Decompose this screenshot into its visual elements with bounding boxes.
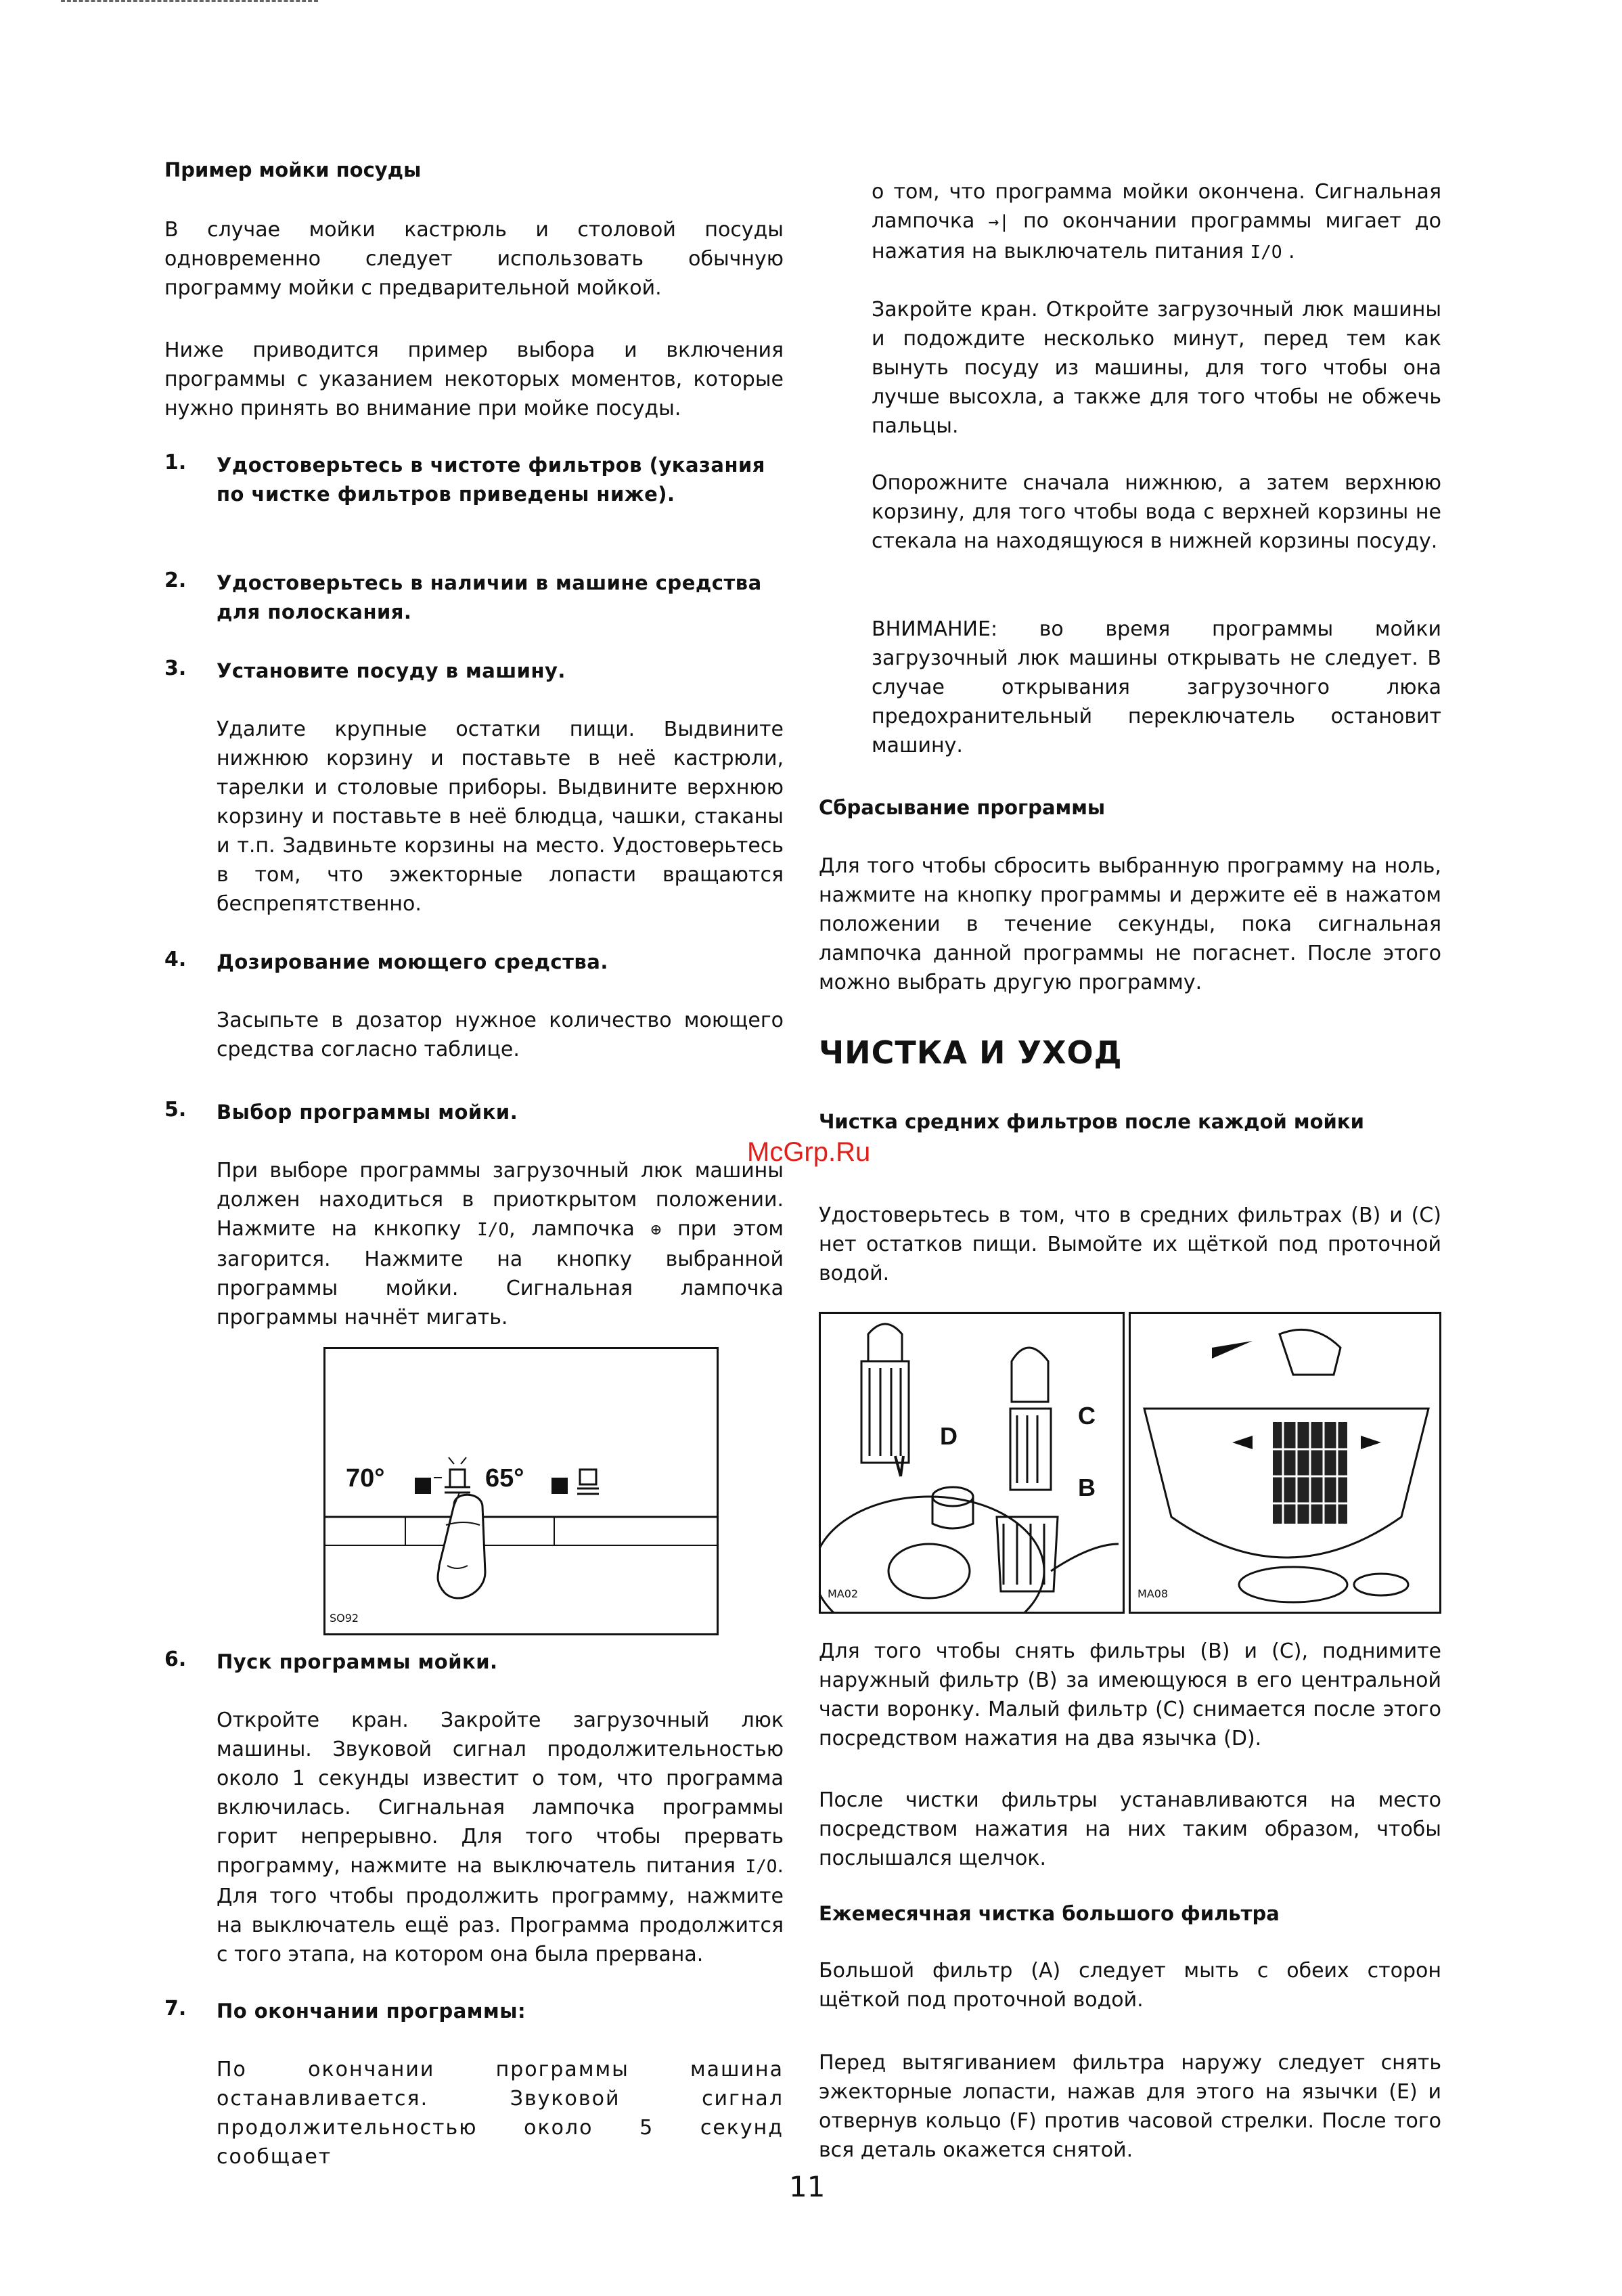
step-7-continuation [872,177,1441,267]
step-title: Установите посуду в машину. [217,659,566,682]
step-number: 5. [164,1098,187,1122]
step-5-text-b: , лампочка [509,1217,635,1241]
step-7-continuation-text [872,177,1441,267]
empty-baskets-paragraph [872,468,1441,556]
reset-paragraph-text: Для того чтобы сбросить выбранную программу на ноль, нажмите на кнопку программы и держите её в нажатом положении в течение секунды, пока сигнальная лампочка данной программы не погаснет. После этого можно выбрать другую программу. [819,854,1441,994]
refit-filters-paragraph-text: После чистки фильтры устанавливаются на место посредством нажатия на них таким образом, чтобы послышался щелчок. [819,1788,1441,1870]
reset-heading-text: Сбрасывание программы [819,796,1106,819]
cont-text-a: о том, что программа мойки окончена. Сигнальная лампочка [872,180,1441,233]
figure-code-ma08: MA08 [1137,1587,1169,1600]
step-title: По окончании программы: [217,2000,526,2023]
care-section-title: ЧИСТКА И УХОД [819,1034,1123,1071]
pull-filter-paragraph [819,2048,1441,2165]
remove-filters-paragraph [819,1637,1441,1753]
example-paragraph-1-text: В случае мойки кастрюль и столовой посуды одновременно следует использовать обычную программу мойки с предварительной мойкой. [164,218,784,300]
pull-filter-paragraph-text: Перед вытягиванием фильтра наружу следует снять эжекторные лопасти, нажав для этого на язычки (Е) и отвернув кольцо (F) против часовой стрелки. После того вся деталь окажется снятой. [819,2051,1441,2162]
figure-code-ma02: MA02 [828,1587,859,1600]
end-arrow-icon: →| [988,212,1010,232]
step-body [217,1706,784,1969]
power-switch-icon: I/O [1250,242,1282,263]
step-body-text: Удалите крупные остатки пищи. Выдвините нижнюю корзину и поставьте в неё кастрюли, тарелки и столовые приборы. Выдвините верхнюю корзину и поставьте в неё блюдца, чашки, стаканы и т.п. Задвиньте корзины на место. Удостоверьтесь в том, что эжекторные лопасти вращаются беспрепятственно. [217,718,784,916]
cont-text-b: по окончании программы мигает до нажатия на выключатель питания [872,209,1441,263]
step-body [217,1006,784,1064]
filters-paragraph-text: Удостоверьтесь в том, что в средних фильтрах (В) и (С) нет остатков пищи. Вымойте их щёткой под проточной водой. [819,1204,1441,1285]
reset-heading [819,793,1441,822]
warning-paragraph-text: ВНИМАНИЕ: во время программы мойки загрузочный люк машины открывать не следует. В случае открывания загрузочного люка предохранительный переключатель остановит машину. [872,617,1441,757]
filters-heading [819,1107,1428,1136]
step-body-text [217,1706,784,1969]
filter-removal-figure [819,1312,1125,1614]
step-title: Выбор программы мойки. [217,1101,518,1124]
filter-removal-drawing [821,1314,1123,1612]
monthly-heading-text: Ежемесячная чистка большого фильтра [819,1902,1280,1925]
power-switch-icon: I/O [477,1220,510,1240]
step-body [217,2055,784,2171]
step-title: Пуск программы мойки. [217,1650,498,1673]
top-scan-rule [61,0,318,4]
step-body-text: По окончании программы машина останавливается. Звуковой сигнал продолжительностью около 5 секунд сообщает [217,2058,784,2169]
step-body-text: Засыпьте в дозатор нужное количество моющего средства согласно таблице. [217,1009,784,1061]
step-title: Дозирование моющего средства. [217,950,608,973]
refit-filters-paragraph [819,1786,1441,1873]
watermark: McGrp.Ru [747,1137,871,1167]
tap-paragraph-text: Закройте кран. Откройте загрузочный люк машины и подождите несколько минут, перед тем как вынуть посуду из машины, для того чтобы она лучше высохла, а также для того чтобы не обжечь пальцы. [872,298,1441,438]
step-number: 1. [164,451,187,474]
example-heading-text: Пример мойки посуды [164,158,422,181]
filters-paragraph [819,1201,1441,1288]
step-5-text-a: При выборе программы загрузочный люк машины должен находиться в приоткрытом положении. Нажмите на кнкопку [217,1159,784,1241]
example-heading [164,156,784,185]
step-body [217,1156,784,1332]
panel-temp-70: 70° [346,1464,385,1493]
step-number: 6. [164,1648,187,1671]
step-title: Удостоверьтесь в чистоте фильтров (указания по чистке фильтров приведены ниже). [217,454,765,506]
large-filter-drawing [1131,1314,1439,1612]
example-paragraph-2 [164,336,784,423]
step-number: 4. [164,948,187,971]
step-number: 2. [164,569,187,592]
label-b: B [1078,1474,1096,1501]
example-paragraph-1 [164,215,784,303]
step-body [217,715,784,919]
monthly-paragraph [819,1956,1441,2014]
panel-temp-65: 65° [485,1464,524,1493]
cont-text-c: . [1288,240,1295,263]
warning-paragraph [872,615,1441,760]
example-paragraph-2-text: Ниже приводится пример выбора и включения программы с указанием некоторых моментов, которые нужно принять во внимание при мойке посуды. [164,338,784,420]
label-d: D [940,1422,958,1450]
reset-paragraph [819,852,1441,997]
step-body-text [217,1156,784,1332]
prewash-lamp-icon: ⊕ [650,1220,662,1240]
remove-filters-paragraph-text: Для того чтобы снять фильтры (В) и (С), поднимите наружный фильтр (В) за имеющуюся в его центральной части воронку. Малый фильтр (С) снимается после этого посредством нажатия на два язычка (D). [819,1639,1441,1750]
step-5-text-c: при этом загорится. Нажмите на кнопку выбранной программы мойки. Сигнальная лампочка программы начнёт мигать. [217,1217,784,1329]
step-number: 7. [164,1997,187,2021]
step-title: Удостоверьтесь в наличии в машине средства для полоскания. [217,571,762,623]
tap-paragraph [872,295,1441,441]
step-6-text-a: Откройте кран. Закройте загрузочный люк машины. Звуковой сигнал продолжительностью около 1 секунды известит о том, что программа включилась. Сигнальная лампочка программы горит непрерывно. Для того чтобы прервать программу, нажмите на выключатель питания [217,1708,784,1878]
control-panel-figure [323,1347,719,1635]
page-number: 11 [789,2170,826,2203]
monthly-paragraph-text: Большой фильтр (А) следует мыть с обеих сторон щёткой под проточной водой. [819,1959,1441,2012]
monthly-heading [819,1899,1441,1928]
step-6-text-b: . Для того чтобы продолжить программу, нажмите на выключатель ещё раз. Программа продолжится с того этапа, на котором она была прервана. [217,1854,784,1966]
empty-baskets-paragraph-text: Опорожните сначала нижнюю, а затем верхнюю корзину, для того чтобы вода с верхней корзины не стекала на находящуюся в нижней корзины посуду. [872,471,1441,553]
large-filter-figure [1129,1312,1441,1614]
label-c: C [1078,1402,1096,1430]
power-switch-icon: I/O [745,1857,778,1877]
panel-figure-code: SO92 [330,1612,359,1625]
filters-heading-text: Чистка средних фильтров после каждой мойки [819,1110,1364,1133]
step-number: 3. [164,657,187,680]
